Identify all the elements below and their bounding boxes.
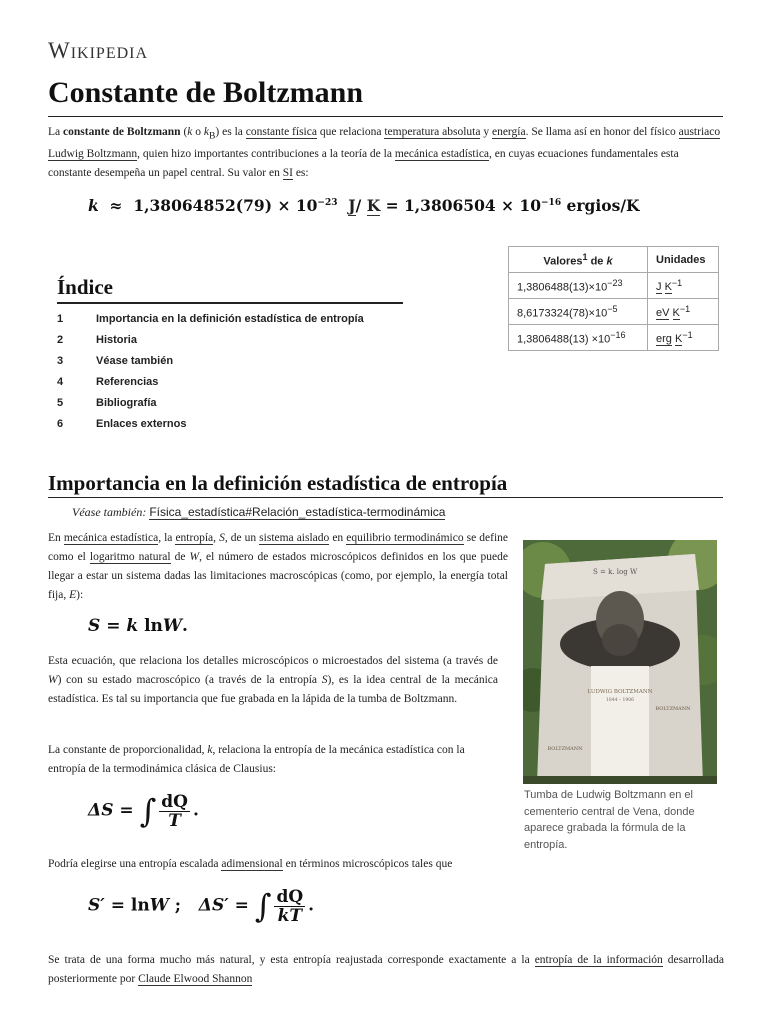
link-ludwig-boltzmann[interactable]: Ludwig Boltzmann (48, 148, 138, 161)
toc-item[interactable]: 1 Importancia en la definición estadística de entropía (57, 313, 364, 325)
table-row: $1,3806488(13) \times 10^{-16}$ erg $K^{-1}$ (509, 325, 719, 351)
link-unit[interactable]: K (664, 281, 672, 294)
clausius-equation: ΔS = ∫ $\frac{dQ}{T}$ . (88, 791, 199, 831)
bust-years: 1844 – 1906 (605, 698, 635, 703)
toc-item[interactable]: 6 Enlaces externos (57, 418, 187, 430)
figure-caption: Tumba de Ludwig Boltzmann en el cementerio central de Vena, donde aparece grabada la fórmula de la entropía. (524, 789, 695, 851)
title-divider (48, 116, 723, 117)
link-unit-kelvin[interactable]: K (366, 196, 381, 215)
table-row: $8,6173324(78)\times 10^{-5}$ eV $K^{-1}$ (509, 299, 719, 325)
link-unit[interactable]: eV (656, 307, 670, 320)
toc-item[interactable]: 3 Véase también (57, 355, 174, 367)
section-divider (48, 497, 723, 498)
link-mecanica-estadistica[interactable]: mecánica estadística (394, 148, 490, 161)
link-temperatura-absoluta[interactable]: temperatura absoluta (384, 126, 481, 138)
link-mecanica-estadistica[interactable]: mecánica estadística (63, 532, 159, 544)
table-of-contents (57, 311, 364, 437)
link-austriaco[interactable]: austriaco (678, 126, 721, 138)
see-also-link[interactable]: Física_estadística#Relación_estadística-termodinámica (149, 505, 446, 519)
tomb-photo[interactable] (523, 540, 717, 784)
link-equilibrio-termodinamico[interactable]: equilibrio termodinámico (346, 532, 464, 544)
bust-inscription: LUDWIG BOLTZMANN (587, 689, 653, 695)
paragraph-scaled-entropy: Podría elegirse una entropía escalada adimensional en términos microscópicos tales que (48, 858, 453, 870)
link-unit[interactable]: K (674, 333, 683, 346)
scaled-entropy-equation: S′ = lnW ; ΔS′ = ∫ $\frac{dQ}{kT}$ . (88, 886, 315, 926)
paragraph-entropy-definition: En mecánica estadística, la entropía, S, de un sistema aislado en equilibrio termodinámico se define como el logaritmo natural de W, el número de estados microscópicos definidos en los que puede llegar a estar un sistema dadas las limitaciones macroscópicas (como, por ejemplo, la energía total fija, E): (48, 532, 509, 601)
toc-item[interactable]: 5 Bibliografía (57, 397, 157, 409)
see-also-note: Véase también: Física_estadística#Relación_estadística-termodinámica (72, 505, 446, 519)
table-header-units: Unidades (648, 247, 719, 273)
link-energia[interactable]: energía (491, 126, 526, 138)
toc-item[interactable]: 2 Historia (57, 334, 137, 346)
wikipedia-logo[interactable]: Wikipedia (48, 38, 149, 63)
index-title: Índice (57, 275, 114, 299)
values-table (508, 246, 719, 351)
index-divider (57, 302, 403, 304)
link-si[interactable]: SI (282, 167, 293, 180)
link-sistema-aislado[interactable]: sistema aislado (259, 532, 330, 544)
entropy-equation: S = k lnW. (88, 616, 188, 636)
link-claude-shannon[interactable]: Claude Elwood Shannon (138, 973, 253, 985)
paragraph-shannon: Se trata de una forma mucho más natural, y esta entropía reajustada corresponde exactamente a la entropía de la información desarrollada posteriormente por Claude Elwood Shannon (48, 954, 725, 985)
link-unit[interactable]: erg (656, 333, 672, 346)
section-title: Importancia en la definición estadística de entropía (48, 471, 508, 495)
link-constante-fisica[interactable]: constante física (245, 126, 317, 138)
toc-item[interactable]: 4 Referencias (57, 376, 159, 388)
stone-formula: S = k. log W (593, 568, 638, 576)
right-inscription: BOLTZMANN (655, 706, 691, 712)
left-inscription: BOLTZMANN (547, 746, 583, 752)
paragraph-microstates: Esta ecuación, que relaciona los detalles microscópicos o microestados del sistema (a través de W) con su estado macroscópico (a través de la entropía S), es la idea central de la mecánica estadística. Es tal su importancia que fue grabada en la lápida de la tumba de Boltzmann. (48, 655, 499, 705)
link-unit-joule[interactable]: J (348, 196, 356, 215)
central-plinth (591, 666, 649, 776)
link-unit[interactable]: J (656, 281, 662, 294)
link-unit[interactable]: K (672, 307, 680, 320)
intro-paragraph: La constante de Boltzmann (k o $k_B$) es la constante física que relaciona temperatura absoluta y energía. Se llama así en honor del físico austriaco Ludwig Boltzmann, quien hizo importantes contribuciones a la teoría de la mecánica estadística, en cuyas ecuaciones fundamentales esta constante desempeña un papel central. Su valor en SI es: (48, 126, 721, 180)
paragraph-proportionality: La constante de proporcionalidad, k, relaciona la entropía de la mecánica estadística con la entropía de la termodinámica clásica de Clausius: (48, 744, 465, 775)
link-entropia[interactable]: entropía (175, 532, 214, 544)
link-entropia-informacion[interactable]: entropía de la información (534, 954, 663, 966)
link-adimensional[interactable]: adimensional (221, 858, 283, 870)
table-row: $1,3806488(13)\times 10^{-23}$ J $K^{-1}$ (509, 273, 719, 299)
bold-term: constante de Boltzmann (63, 126, 181, 138)
boltzmann-equation: $k \approx 1,38064852(79) \times 10^{-23}$ J/ $K = 1,3806504 \times 10^{-16}$ ergios/K (88, 196, 640, 215)
table-header-values: Valores$^1$ de k (509, 247, 648, 273)
link-logaritmo-natural[interactable]: logaritmo natural (89, 551, 171, 563)
page-title: Constante de Boltzmann (48, 76, 364, 109)
